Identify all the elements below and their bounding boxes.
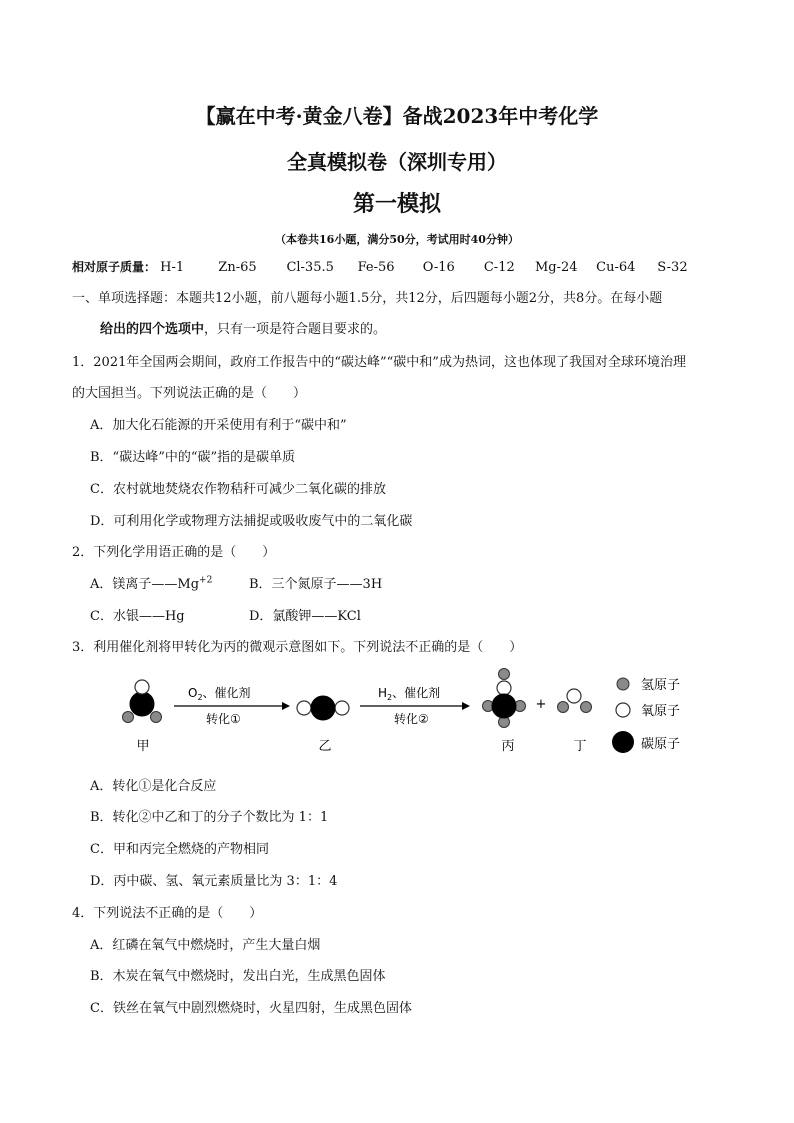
- carbon-atom: [311, 696, 335, 720]
- atomic-mass-label: 相对原子质量：: [72, 260, 157, 274]
- legend-oxygen-label: 氧原子: [641, 704, 681, 719]
- legend-carbon-swatch: [612, 731, 634, 753]
- q2-stem: 2．下列化学用语正确的是（ ）: [72, 545, 276, 560]
- molecule-bing: [483, 669, 526, 728]
- atomic-mass-item: Cu-64: [596, 260, 636, 275]
- atomic-mass-item: Fe-56: [357, 260, 395, 275]
- atomic-mass-line: [72, 258, 688, 275]
- q4-option-c: C．铁丝在氧气中剧烈燃烧时，火星四射，生成黑色固体: [90, 1001, 412, 1016]
- atomic-mass-item: C-12: [483, 260, 515, 275]
- arrow-2-bottom: 转化②: [394, 712, 429, 726]
- hydrogen-atom: [123, 712, 134, 723]
- plus-sign: +: [535, 697, 547, 712]
- q3-option-b: B．转化②中乙和丁的分子个数比为 1：1: [90, 810, 329, 825]
- arrow-1-head: [282, 702, 290, 710]
- exam-note: （本卷共16小题，满分50分，考试用时40分钟）: [275, 233, 519, 246]
- legend: [612, 678, 680, 753]
- atomic-mass-item: S-32: [657, 260, 688, 275]
- section1-line2: [100, 318, 386, 337]
- atomic-mass-item: Mg-24: [535, 260, 578, 275]
- q2-option-c: C．水银——Hg: [90, 609, 185, 624]
- q4-option-b: B．木炭在氧气中燃烧时，发出白光，生成黑色固体: [90, 969, 386, 984]
- section1-line1: 一、单项选择题：本题共12小题，前八题每小题1.5分，共12分，后四题每小题2分，共8分。在每小题: [72, 291, 663, 306]
- legend-hydrogen-label: 氢原子: [641, 678, 681, 693]
- atomic-mass-item: Zn-65: [218, 260, 257, 275]
- hydrogen-atom: [558, 702, 569, 713]
- q3-option-c: C．甲和丙完全燃烧的产物相同: [90, 842, 269, 857]
- q1-option-d: D．可利用化学或物理方法捕捉或吸收废气中的二氧化碳: [90, 514, 413, 529]
- label-bing: 丙: [501, 739, 515, 754]
- hydrogen-atom: [151, 712, 162, 723]
- hydrogen-atom: [581, 702, 592, 713]
- title-line2: 全真模拟卷（深圳专用）: [287, 150, 507, 174]
- q3-option-d: D．丙中碳、氢、氧元素质量比为 3：1：4: [90, 874, 338, 889]
- legend-hydrogen-swatch: [617, 678, 629, 690]
- arrow-1-top: $O_2$、催化剂: [188, 686, 251, 702]
- carbon-atom: [130, 692, 154, 716]
- section1-line2-bold: 给出的四个选项中: [100, 322, 205, 337]
- title-line1: 【赢在中考·黄金八卷】备战2023年中考化学: [195, 104, 599, 128]
- hydrogen-atom: [499, 669, 510, 680]
- legend-carbon-label: 碳原子: [641, 737, 681, 752]
- q2-option-d: D．氯酸钾——KCl: [249, 609, 361, 624]
- q2-option-a-sup: +2: [199, 575, 213, 586]
- q3-stem: 3．利用催化剂将甲转化为丙的微观示意图如下。下列说法不正确的是（ ）: [72, 640, 523, 655]
- atomic-mass-item: H-1: [160, 260, 185, 275]
- q4-stem: 4．下列说法不正确的是（ ）: [72, 906, 263, 921]
- oxygen-atom: [497, 681, 511, 695]
- carbon-atom: [492, 694, 516, 718]
- title-line3: 第一模拟: [352, 192, 441, 217]
- legend-oxygen-swatch: [616, 703, 630, 717]
- section1-line2-rest: ，只有一项是符合题目要求的。: [204, 322, 387, 337]
- q4-option-a: A．红磷在氧气中燃烧时，产生大量白烟: [90, 938, 321, 953]
- oxygen-atom: [567, 689, 581, 703]
- q2-option-a: [90, 573, 212, 592]
- q1-stem-line2: 的大国担当。下列说法正确的是（ ）: [72, 386, 307, 401]
- molecule-jia: [123, 680, 162, 723]
- oxygen-atom: [297, 701, 311, 715]
- molecule-yi: [297, 696, 349, 720]
- arrow-1-bottom: 转化①: [206, 712, 241, 726]
- arrow-2-top: $H_2$、催化剂: [378, 686, 441, 702]
- oxygen-atom: [335, 701, 349, 715]
- q3-option-a: A．转化①是化合反应: [90, 779, 217, 794]
- molecule-ding: [558, 689, 592, 713]
- q1-option-b: B．“碳达峰”中的“碳”指的是碳单质: [90, 450, 296, 465]
- label-ding: 丁: [573, 739, 587, 754]
- label-yi: 乙: [318, 739, 332, 754]
- arrow-2-head: [462, 702, 470, 710]
- atomic-mass-item: O-16: [422, 260, 455, 275]
- q1-stem-line1: 1．2021年全国两会期间，政府工作报告中的“碳达峰”“碳中和”成为热词，这也体现了我国对全球环境治理: [72, 355, 686, 370]
- label-jia: 甲: [136, 739, 150, 754]
- q2-option-a-text: A．镁离子——Mg: [90, 577, 200, 592]
- q1-option-c: C．农村就地焚烧农作物秸秆可减少二氧化碳的排放: [90, 482, 386, 497]
- q2-option-b: B．三个氮原子——3H: [249, 577, 383, 592]
- reaction-diagram: [110, 660, 710, 760]
- oxygen-atom: [135, 680, 149, 694]
- atomic-mass-item: Cl-35.5: [286, 260, 334, 275]
- q1-option-a: A．加大化石能源的开采使用有利于“碳中和”: [90, 418, 347, 433]
